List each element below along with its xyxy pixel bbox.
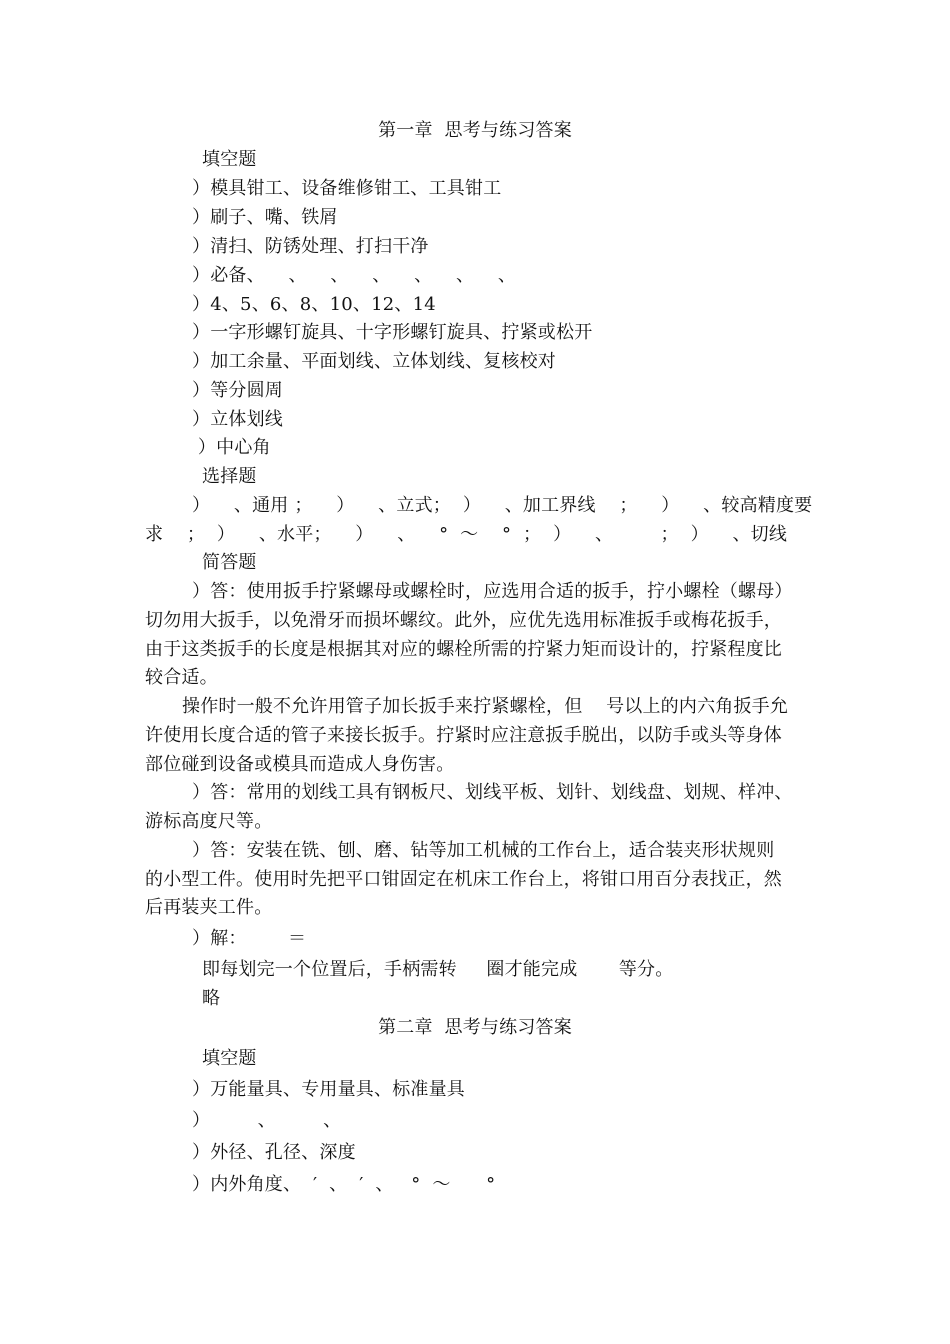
answer1-line-4: 较合适。: [145, 667, 218, 688]
chapter2-fill-item-4: ）内外角度、 ′ 、 ′ 、 ° ～ °: [192, 1174, 496, 1195]
chapter1-fill-item-10: ）中心角: [192, 437, 271, 458]
answer4-note: 即每划完一个位置后，手柄需转 圈才能完成 等分。: [202, 959, 674, 980]
chapter1-fill-heading: 填空题: [202, 149, 257, 170]
answer1b-line-3: 部位碰到设备或模具而造成人身伤害。: [145, 754, 455, 775]
answer1b-line-2: 许使用长度合适的管子来接长扳手。拧紧时应注意扳手脱出，以防手或头等身体: [145, 725, 782, 746]
chapter2-fill-item-1: ）万能量具、专用量具、标准量具: [192, 1079, 465, 1100]
chapter1-fill-item-2: ）刷子、嘴、铁屑: [192, 207, 338, 228]
chapter2-fill-item-3: ）外径、孔径、深度: [192, 1142, 356, 1163]
chapter1-short-heading: 简答题: [202, 552, 257, 573]
chapter1-fill-item-6: ）一字形螺钉旋具、十字形螺钉旋具、拧紧或松开: [192, 322, 593, 343]
answer1-line-1: ）答：使用扳手拧紧螺母或螺栓时，应选用合适的扳手，拧小螺栓（螺母）: [192, 581, 793, 602]
answer2-line-1: ）答：常用的划线工具有钢板尺、划线平板、划针、划线盘、划规、样冲、: [192, 782, 793, 803]
answer1-line-2: 切勿用大扳手，以免滑牙而损坏螺纹。此外，应优先选用标准扳手或梅花扳手，: [145, 610, 782, 631]
answer2-line-2: 游标高度尺等。: [145, 811, 273, 832]
chapter1-fill-item-8: ）等分圆周: [192, 380, 283, 401]
chapter1-choice-heading: 选择题: [202, 466, 257, 487]
answer1-line-3: 由于这类扳手的长度是根据其对应的螺栓所需的拧紧力矩而设计的，拧紧程度比: [145, 639, 782, 660]
chapter1-fill-item-5: ）4、5、6、8、10、12、14: [192, 294, 436, 315]
answer1b-line-1: 操作时一般不允许用管子加长扳手来拧紧螺栓，但 号以上的内六角扳手允: [182, 696, 789, 717]
chapter1-fill-item-1: ）模具钳工、设备维修钳工、工具钳工: [192, 178, 502, 199]
chapter1-fill-item-4: ）必备、 、 、 、 、 、 、: [192, 265, 517, 286]
chapter1-fill-item-3: ）清扫、防锈处理、打扫干净: [192, 236, 429, 257]
answer3-line-1: ）答：安装在铣、刨、磨、钻等加工机械的工作台上，适合装夹形状规则: [192, 840, 775, 861]
answer4-line: ）解： ＝: [192, 928, 307, 949]
chapter2-fill-item-2: ） 、 、: [192, 1110, 342, 1131]
chapter1-choice-line-1: ） 、通用 ； ） 、立式； ） 、加工界线 ； ） 、较高精度要: [192, 495, 813, 516]
chapter1-title: 第一章 思考与练习答案: [378, 120, 572, 141]
chapter2-fill-heading: 填空题: [202, 1048, 257, 1069]
answer5-omitted: 略: [202, 988, 221, 1009]
chapter2-title: 第二章 思考与练习答案: [378, 1017, 572, 1038]
answer3-line-3: 后再装夹工件。: [145, 897, 273, 918]
chapter1-fill-item-9: ）立体划线: [192, 409, 283, 430]
answer3-line-2: 的小型工件。使用时先把平口钳固定在机床工作台上，将钳口用百分表找正，然: [145, 869, 782, 890]
chapter1-fill-item-7: ）加工余量、平面划线、立体划线、复核校对: [192, 351, 556, 372]
chapter1-choice-line-2: 求 ； ） 、水平； ） 、 ° ～ ° ； ） 、 ； ） 、切线: [145, 524, 788, 545]
